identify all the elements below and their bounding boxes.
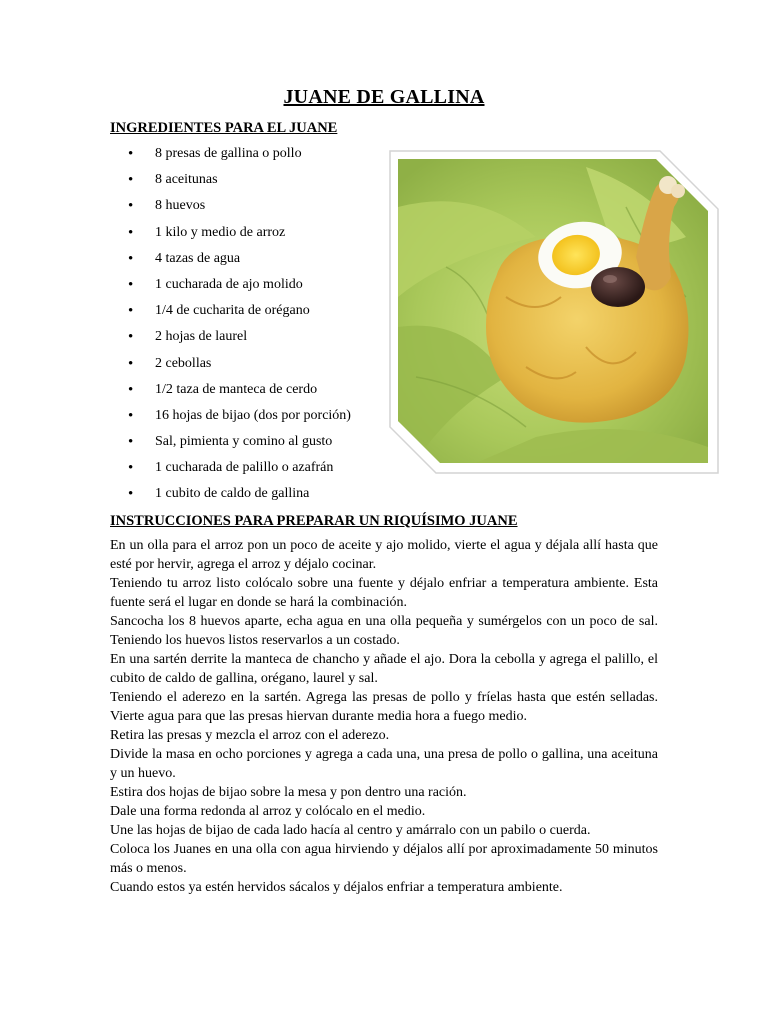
instructions-heading: INSTRUCCIONES PARA PREPARAR UN RIQUÍSIMO JUANE	[110, 513, 518, 529]
list-item: • 2 hojas de laurel	[128, 326, 351, 352]
juane-photo	[386, 147, 720, 477]
ingredients-list	[128, 143, 351, 510]
list-item: • 1 cucharada de ajo molido	[128, 274, 351, 300]
instructions-body	[110, 536, 658, 897]
list-item: • 1 cucharada de palillo o azafrán	[128, 457, 351, 483]
list-item: • Sal, pimienta y comino al gusto	[128, 431, 351, 457]
list-item: • 1/4 de cucharita de orégano	[128, 300, 351, 326]
list-item: • 1 cubito de caldo de gallina	[128, 483, 351, 509]
instruction-paragraph: Estira dos hojas de bijao sobre la mesa y pon dentro una ración.	[110, 785, 467, 800]
list-item: • 1/2 taza de manteca de cerdo	[128, 379, 351, 405]
instruction-paragraph: Sancocha los 8 huevos aparte, echa agua en una olla pequeña y sumérgelos con un poco de sal. Teniendo los huevos listos reservarlos a un costado.	[110, 614, 658, 648]
instruction-paragraph: Teniendo tu arroz listo colócalo sobre una fuente y déjalo enfriar a temperatura ambiente. Esta fuente será el lugar en donde se hará la combinación.	[110, 576, 658, 610]
list-item: • 8 huevos	[128, 195, 351, 221]
page-title: JUANE DE GALLINA	[283, 86, 485, 108]
instruction-paragraph: Coloca los Juanes en una olla con agua hirviendo y déjalos allí por aproximadamente 50 minutos más o menos.	[110, 842, 658, 876]
instruction-paragraph: Cuando estos ya estén hervidos sácalos y déjalos enfriar a temperatura ambiente.	[110, 880, 563, 895]
ingredients-heading: INGREDIENTES PARA EL JUANE	[110, 120, 338, 136]
instruction-paragraph: Retira las presas y mezcla el arroz con el aderezo.	[110, 728, 390, 743]
list-item: • 2 cebollas	[128, 353, 351, 379]
instruction-paragraph: En un olla para el arroz pon un poco de aceite y ajo molido, vierte el agua y déjala allí hasta que esté por hervir, agrega el arroz y déjalo cocinar.	[110, 538, 658, 572]
list-item: • 8 aceitunas	[128, 169, 351, 195]
instruction-paragraph: En una sartén derrite la manteca de chancho y añade el ajo. Dora la cebolla y agrega el palillo, el cubito de caldo de gallina, orégano, laurel y sal.	[110, 652, 658, 686]
list-item: • 4 tazas de agua	[128, 248, 351, 274]
instruction-paragraph: Divide la masa en ocho porciones y agrega a cada una, una presa de pollo o gallina, una aceituna y un huevo.	[110, 747, 658, 781]
list-item: • 8 presas de gallina o pollo	[128, 143, 351, 169]
list-item: • 1 kilo y medio de arroz	[128, 222, 351, 248]
instruction-paragraph: Teniendo el aderezo en la sartén. Agrega las presas de pollo y fríelas hasta que estén selladas. Vierte agua para que las presas hiervan durante media hora a fuego medio.	[110, 690, 658, 724]
instruction-paragraph: Une las hojas de bijao de cada lado hacía al centro y amárralo con un pabilo o cuerda.	[110, 823, 591, 838]
list-item: • 16 hojas de bijao (dos por porción)	[128, 405, 351, 431]
instruction-paragraph: Dale una forma redonda al arroz y colócalo en el medio.	[110, 804, 426, 819]
